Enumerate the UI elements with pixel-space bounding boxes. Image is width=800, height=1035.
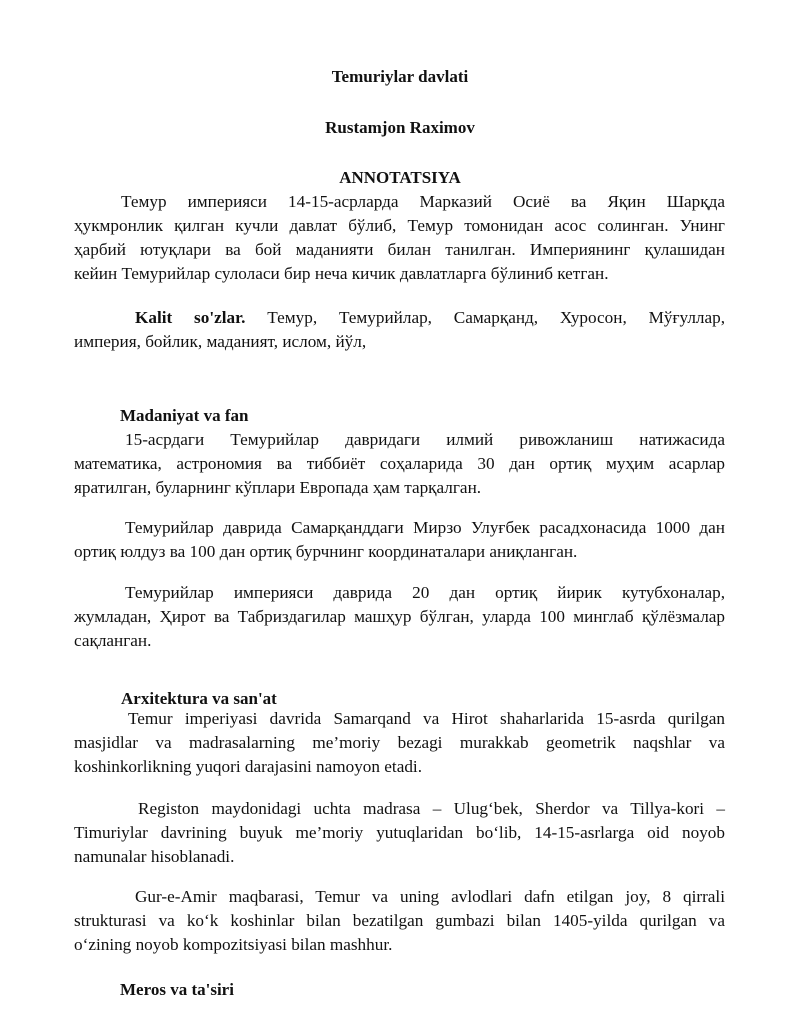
- author-name: Rustamjon Raximov: [325, 118, 475, 137]
- keywords-line: [74, 330, 725, 354]
- paragraph-line: Registon maydonidagi uchta madrasa – Ulug‘bek, Sherdor va Tillya-kori –: [138, 799, 725, 818]
- body-paragraph: [74, 516, 725, 564]
- document-title: Temuriylar davlati: [331, 67, 469, 86]
- section-heading-culture-science: Madaniyat va fan: [120, 406, 249, 425]
- annotation-heading: ANNOTATSIYA: [339, 168, 461, 187]
- paragraph-line: Темурийлар империяси даврида 20 дан ортиқ йирик кутубхоналар,: [125, 583, 725, 602]
- paragraph-line: o‘zining noyob kompozitsiyasi bilan mashhur.: [74, 935, 393, 954]
- paragraph-line: masjidlar va madrasalarning me’moriy bezagi murakkab geometrik naqshlar va: [74, 733, 725, 752]
- paragraph-line: Timuriylar davrining buyuk me’moriy yutuqlaridan bo‘lib, 14-15-asrlarga oid noyob: [74, 823, 725, 842]
- section-heading-architecture-art: Arxitektura va san'at: [121, 689, 277, 708]
- paragraph-line: koshinkorlikning yuqori darajasini namoyon etadi.: [74, 757, 422, 776]
- keywords-label: Kalit so'zlar.: [135, 308, 246, 327]
- paragraph-line: strukturasi va ko‘k koshinlar bilan bezatilgan gumbazi bilan 1405-yilda qurilgan va: [74, 911, 725, 930]
- paragraph-line: жумладан, Ҳирот ва Табриздагилар машҳур бўлган, уларда 100 минглаб қўлёзмалар: [74, 607, 725, 626]
- paragraph-line: 15-асрдаги Темурийлар давридаги илмий ривожланиш натижасида: [125, 430, 725, 449]
- annotation-paragraph: [74, 190, 725, 286]
- annotation-line: Темур империяси 14-15-асрларда Марказий Осиё ва Яқин Шарқда: [121, 192, 725, 211]
- body-paragraph: [74, 428, 725, 500]
- annotation-line: ҳарбий ютуқлари ва бой маданияти билан танилган. Империянинг қулашидан: [74, 240, 725, 259]
- paragraph-line: математика, астрономия ва тиббиёт соҳаларида 30 дан ортиқ муҳим асарлар: [74, 454, 725, 473]
- paragraph-line: сақланган.: [74, 631, 152, 650]
- body-paragraph: [74, 707, 725, 779]
- body-paragraph: [74, 581, 725, 653]
- body-paragraph: [74, 885, 725, 957]
- paragraph-line: Temur imperiyasi davrida Samarqand va Hirot shaharlarida 15-asrda qurilgan: [128, 709, 725, 728]
- annotation-line: ҳукмронлик қилган кучли давлат бўлиб, Темур томонидан асос солинган. Унинг: [74, 216, 725, 235]
- keywords-list: империя, бойлик, маданият, ислом, йўл,: [74, 332, 367, 351]
- body-paragraph: [74, 797, 725, 869]
- annotation-line: кейин Темурийлар сулоласи бир неча кичик давлатларга бўлиниб кетган.: [74, 264, 609, 283]
- keywords-paragraph: [74, 306, 725, 354]
- paragraph-line: namunalar hisoblanadi.: [74, 847, 235, 866]
- keywords-list: Темур, Темурийлар, Самарқанд, Хуросон, Мўғуллар,: [245, 308, 726, 327]
- section-heading-legacy-influence: Meros va ta'siri: [120, 980, 234, 999]
- paragraph-line: ортиқ юлдуз ва 100 дан ортиқ бурчнинг координаталари аниқланган.: [74, 542, 578, 561]
- paragraph-line: Gur-e-Amir maqbarasi, Temur va uning avlodlari dafn etilgan joy, 8 qirrali: [135, 887, 725, 906]
- paragraph-line: яратилган, буларнинг кўплари Европада ҳам тарқалган.: [74, 478, 482, 497]
- paragraph-line: Темурийлар даврида Самарқанддаги Мирзо Улуғбек расадхонасида 1000 дан: [125, 518, 725, 537]
- keywords-line: [74, 306, 725, 330]
